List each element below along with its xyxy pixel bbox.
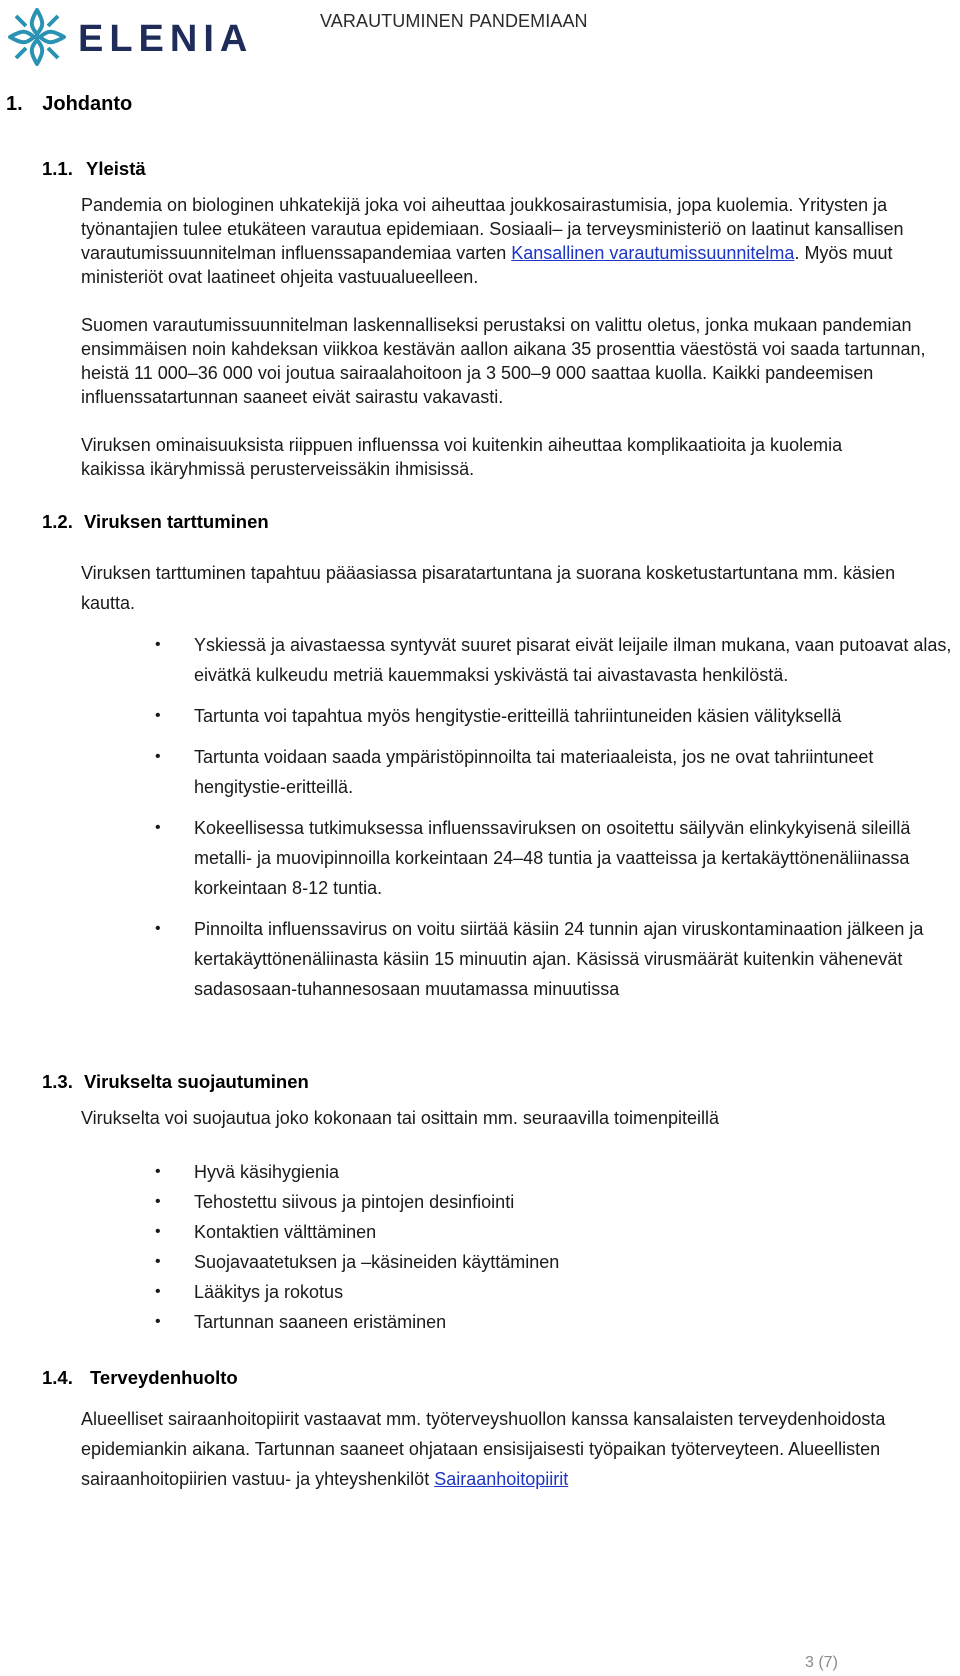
section-number: 1.3. — [42, 1071, 73, 1092]
bullet-icon: • — [155, 748, 161, 765]
section-number: 1.2. — [42, 511, 73, 532]
paragraph-transmission: Viruksen tarttuminen tapahtuu pääasiassa pisaratartuntana ja suorana kosketustartuntana mm. käsien kautta. — [81, 563, 896, 613]
list-item-text: Pinnoilta influenssavirus on voitu siirtää käsiin 24 tunnin ajan viruskontaminaation jälkeen ja kertakäyttönenäliinasta käsiin 15 minuutin ajan. Käsissä virusmäärät kuitenkin vähenevät sadasosaan-tuhannesosaan muutamassa minuutissa — [194, 919, 924, 999]
list-item — [0, 1187, 960, 1217]
section-heading-1 — [6, 93, 132, 116]
list-item-text: Tartunnan saaneen eristäminen — [194, 1312, 447, 1332]
section-title: Johdanto — [42, 93, 133, 115]
running-title: VARAUTUMINEN PANDEMIAAN — [320, 11, 588, 31]
list-item-text: Tehostettu siivous ja pintojen desinfiointi — [194, 1192, 515, 1212]
paragraph-protection: Virukselta voi suojautua joko kokonaan tai osittain mm. seuraavilla toimenpiteillä — [81, 1108, 720, 1128]
bullet-icon: • — [155, 1223, 161, 1240]
list-item-text: Lääkitys ja rokotus — [194, 1282, 344, 1302]
bullet-icon: • — [155, 1253, 161, 1270]
list-item — [0, 701, 960, 731]
section-title: Yleistä — [86, 158, 146, 179]
link-sairaanhoitopiirit[interactable]: Sairaanhoitopiirit — [434, 1469, 569, 1489]
section-title: Viruksen tarttuminen — [84, 511, 269, 532]
section-number: 1.4. — [42, 1367, 73, 1388]
paragraph-text: Alueelliset sairaanhoitopiirit vastaavat mm. työterveyshuollon kanssa kansalaisten terveydenhoidosta epidemiankin aikana. Tartunnan saaneet ohjataan ensisijaisesti työpaikan työterveyteen. Alueellisten sairaanhoitopiirien vastuu- ja yhteyshenkilöt — [81, 1409, 886, 1489]
bullet-icon: • — [155, 636, 161, 653]
list-item-text: Suojavaatetuksen ja –käsineiden käyttäminen — [194, 1252, 560, 1272]
list-item — [0, 1307, 960, 1337]
list-item-text: Hyvä käsihygienia — [194, 1162, 340, 1182]
bullet-icon: • — [155, 1313, 161, 1330]
bullet-icon: • — [155, 1283, 161, 1300]
bullet-icon: • — [155, 1193, 161, 1210]
list-item — [0, 1247, 960, 1277]
section-title: Terveydenhuolto — [90, 1367, 238, 1388]
list-item — [0, 1277, 960, 1307]
list-item — [0, 1217, 960, 1247]
list-item — [0, 630, 960, 690]
elenia-logo-mark-icon — [4, 4, 254, 70]
section-heading-1-1 — [42, 158, 146, 180]
paragraph-healthcare — [81, 1404, 956, 1494]
bullet-icon: • — [155, 707, 161, 724]
section-heading-1-3 — [42, 1071, 309, 1093]
page-number: 3 (7) — [805, 1654, 838, 1671]
bullet-icon: • — [155, 819, 161, 836]
list-item-text: Kokeellisessa tutkimuksessa influenssaviruksen on osoitettu säilyvän elinkykyisenä sileillä metalli- ja muovipinnoilla korkeintaan 24–48 tuntia ja vaatteissa ja kertakäyttönenäliinassa korkeintaan 8-12 tuntia. — [194, 818, 911, 898]
bullet-icon: • — [155, 1163, 161, 1180]
svg-text:ELENIA: ELENIA — [78, 18, 254, 60]
elenia-logo — [4, 4, 254, 70]
section-title: Virukselta suojautuminen — [84, 1071, 309, 1092]
paragraph-virus-properties: Viruksen ominaisuuksista riippuen influenssa voi kuitenkin aiheuttaa komplikaatioita ja kuolemia kaikissa ikäryhmissä perusterveissäkin ihmisissä. — [81, 435, 843, 479]
paragraph-intro — [81, 193, 921, 289]
list-item-text: Kontaktien välttäminen — [194, 1222, 377, 1242]
list-item — [0, 914, 960, 1004]
section-number: 1.1. — [42, 158, 73, 179]
protection-list — [0, 1157, 960, 1337]
bullet-icon: • — [155, 920, 161, 937]
list-item-text: Tartunta voidaan saada ympäristöpinnoilta tai materiaaleista, jos ne ovat tahriintuneet hengitystie-eritteillä. — [194, 747, 874, 797]
list-item — [0, 1157, 960, 1187]
list-item-text: Tartunta voi tapahtua myös hengitystie-eritteillä tahriintuneiden käsien välityksellä — [194, 706, 842, 726]
paragraph-text: . Myös muut ministeriöt ovat laatineet ohjeita vastuualueelleen. — [81, 243, 893, 287]
section-heading-1-4 — [42, 1367, 238, 1389]
section-heading-1-2 — [42, 511, 269, 533]
list-item — [0, 813, 960, 903]
transmission-list — [0, 630, 960, 1015]
list-item-text: Yskiessä ja aivastaessa syntyvät suuret pisarat eivät leijaile ilman mukana, vaan putoavat alas, eivätkä kulkeudu metriä kauemmaksi yskivästä tai aivastavasta henkilöstä. — [194, 635, 952, 685]
paragraph-planning-basis: Suomen varautumissuunnitelman laskennalliseksi perustaksi on valittu oletus, jonka mukaan pandemian ensimmäisen noin kahdeksan viikkoa kestävän aallon aikana 35 prosenttia väestöstä voi saada tartunnan, heistä 11 000–36 000 voi joutua sairaalahoitoon ja 3 500–9 000 saattaa kuolla. Kaikki pandeemisen influenssatartunnan saaneet eivät sairastu vakavasti. — [81, 315, 926, 407]
list-item — [0, 742, 960, 802]
link-kansallinen-varautumissuunnitelma[interactable]: Kansallinen varautumissuunnitelma — [511, 243, 795, 263]
section-number: 1. — [6, 93, 23, 115]
paragraph-text: Pandemia on biologinen uhkatekijä joka voi aiheuttaa joukkosairastumisia, jopa kuolemia. Yritysten ja työnantajien tulee etukäteen varautua epidemiaan. Sosiaali– ja terveysministeriö on laatinut kansallisen varautumissuunnitelman influenssapandemiaa varten — [81, 195, 904, 263]
